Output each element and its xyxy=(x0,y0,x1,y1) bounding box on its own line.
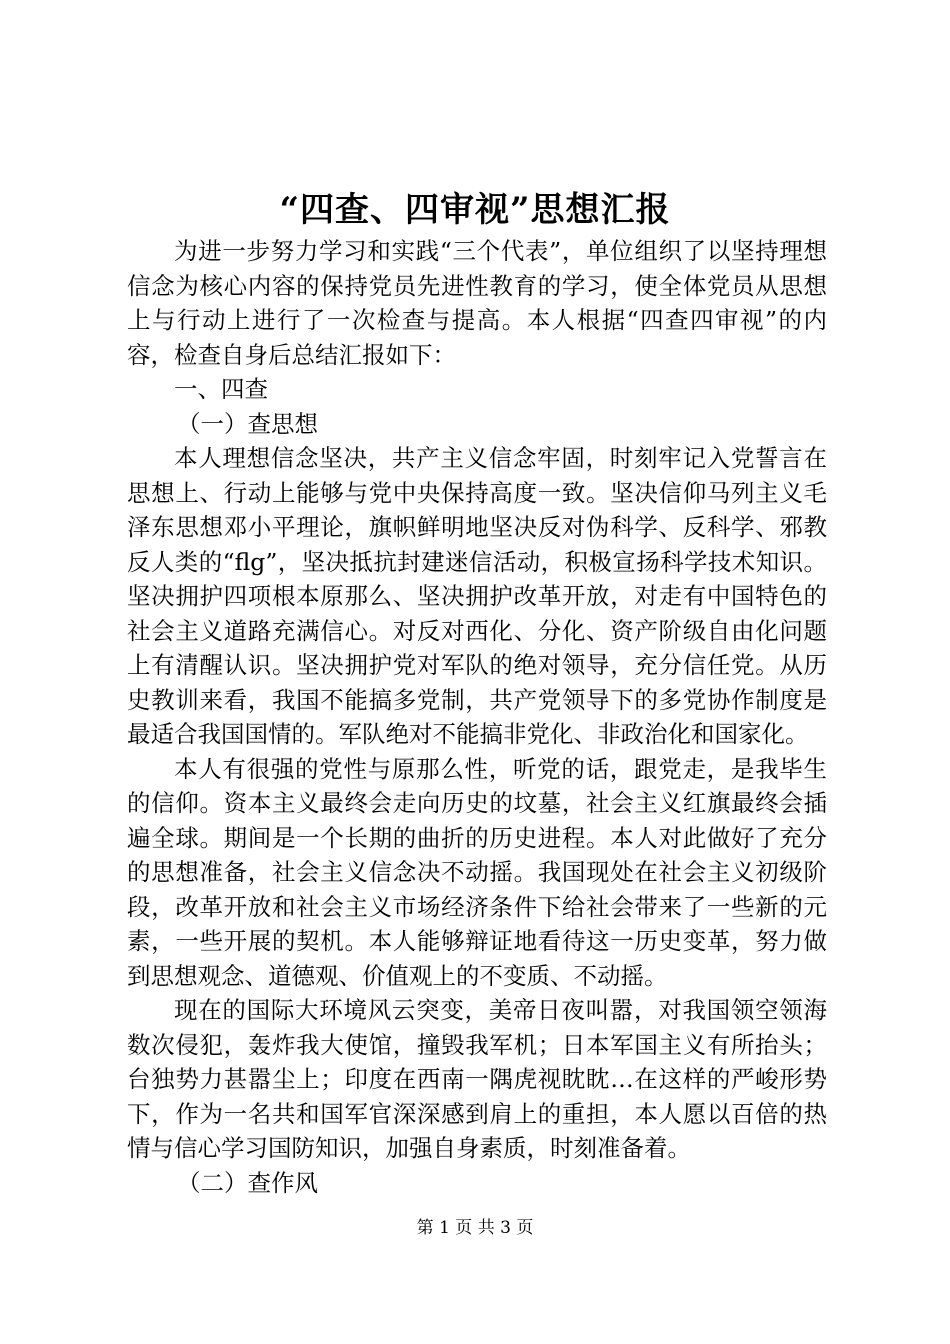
page-number-footer: 第 1 页 共 3 页 xyxy=(416,1218,534,1238)
intro-paragraph: 为进一步努力学习和实践“三个代表”，单位组织了以坚持理想信念为核心内容的保持党员先进性教育的学习，使全体党员从思想上与行动上进行了一次检查与提高。本人根据“四查四审视”的内容，检查自身后总结汇报如下： xyxy=(127,237,827,369)
body-paragraph: 本人理想信念坚决，共产主义信念牢固，时刻牢记入党誓言在思想上、行动上能够与党中央保持高度一致。坚决信仰马列主义毛泽东思想邓小平理论，旗帜鲜明地坚决反对伪科学、反科学、邪教反人类的“flg”，坚决抵抗封建迷信活动，积极宣扬科学技术知识。坚决拥护四项根本原那么、坚决拥护改革开放，对走有中国特色的社会主义道路充满信心。对反对西化、分化、资产阶级自由化问题上有清醒认识。坚决拥护党对军队的绝对领导，充分信任党。从历史教训来看，我国不能搞多党制，共产党领导下的多党协作制度是最适合我国国情的。军队绝对不能搞非党化、非政治化和国家化。 xyxy=(127,444,827,748)
document-body xyxy=(127,234,827,1200)
body-paragraph: 现在的国际大环境风云突变，美帝日夜叫嚣，对我国领空领海数次侵犯，轰炸我大使馆，撞毁我军机；日本军国主义有所抬头；台独势力甚嚣尘上；印度在西南一隅虎视眈眈…在这样的严峻形势下，作为一名共和国军官深深感到肩上的重担，本人愿以百倍的热情与信心学习国防知识，加强自身素质，时刻准备着。 xyxy=(127,996,827,1162)
subheading-check-style: （二）查作风 xyxy=(177,1168,318,1197)
body-paragraph: 本人有很强的党性与原那么性，听党的话，跟党走，是我毕生的信仰。资本主义最终会走向历史的坟墓，社会主义红旗最终会插遍全球。期间是一个长期的曲折的历史进程。本人对此做好了充分的思想准备，社会主义信念决不动摇。我国现处在社会主义初级阶段，改革开放和社会主义市场经济条件下给社会带来了一些新的元素，一些开展的契机。本人能够辩证地看待这一历史变革，努力做到思想观念、道德观、价值观上的不变质、不动摇。 xyxy=(127,754,827,990)
section-heading-four-checks: 一、四查 xyxy=(174,375,268,403)
subheading-check-thought: （一）查思想 xyxy=(177,409,318,438)
document-title: “四查、四审视”思想汇报 xyxy=(279,190,671,230)
